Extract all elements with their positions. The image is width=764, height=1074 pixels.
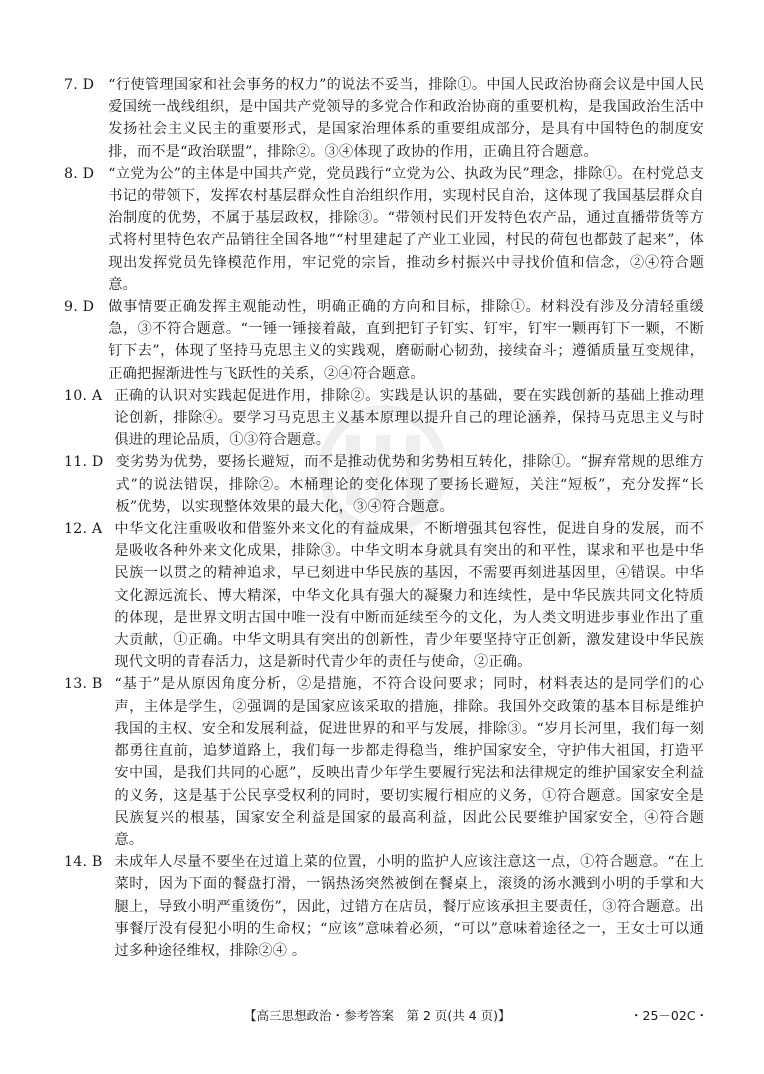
answer-number: 11. D xyxy=(64,454,104,471)
answer-explanation: 做事情要正确发挥主观能动性，明确正确的方向和目标，排除①。材料没有涉及分清轻重缓急，③不符合题意。“一锤一锤接着敲，直到把钉子钉实、钉牢，钉牢一颗再钉下一颗，不断钉下去”，体现了坚持马克思主义的实践观，磨砺耐心韧劲，接续奋斗；遵循质量互变规律，正确把握渐进性与飞跃性的关系，②④符合题意。 xyxy=(108,299,704,382)
answer-number: 12. A xyxy=(64,521,103,538)
answer-8 xyxy=(64,163,704,296)
answer-number: 10. A xyxy=(64,387,103,404)
answer-explanation: 未成年人尽量不要坐在过道上菜的位置，小明的监护人应该注意这一点，①符合题意。“在上菜时，因为下面的餐盘打滑，一锅热汤突然被倒在餐桌上，滚烫的汤水溅到小明的手掌和大腿上，导致小明严重烫伤”，因此，过错方在店员，餐厅应该承担主要责任，③符合题意。出事餐厅没有侵犯小明的生命权；“应该”意味着必须，“可以”意味着途径之一，王女士可以通过多种途径维权，排除②④ 。 xyxy=(114,854,704,959)
answer-9 xyxy=(64,296,704,385)
footer-code: ・25－02C・ xyxy=(630,1008,709,1023)
answer-14 xyxy=(64,851,704,962)
answer-explanation: “立党为公”的主体是中国共产党，党员践行“立党为公、执政为民”理念，排除①。在村党总支书记的带领下，发挥农村基层群众性自治组织作用，实现村民自治，这体现了我国基层群众自治制度的优势，不属于基层政权，排除③。“带领村民们开发特色农产品，通过直播带货等方式将村里特色农产品销往全国各地”“村里建起了产业工业园，村民的荷包也都鼓了起来”，体现出发挥党员先锋模范作用，牢记党的宗旨，推动乡村振兴中寻找价值和信念，②④符合题意。 xyxy=(108,165,704,293)
answer-number: 13. B xyxy=(64,676,103,693)
answer-explanation: “行使管理国家和社会事务的权力”的说法不妥当，排除①。中国人民政治协商会议是中国人民爱国统一战线组织，是中国共产党领导的多党合作和政治协商的重要机构，是我国政治生活中发扬社会主义民主的重要形式，是国家治理体系的重要组成部分，是具有中国特色的制度安排，而不是“政治联盟”，排除②。③④体现了政协的作用，正确且符合题意。 xyxy=(108,77,704,160)
answer-explanation: 变劣势为优势，要扬长避短，而不是推动优势和劣势相互转化，排除①。“摒弃常规的思维方式”的说法错误，排除②。木桶理论的变化体现了要扬长避短，关注“短板”，充分发挥“长板”优势，以实现整体效果的最大化，③④符合题意。 xyxy=(115,454,704,515)
footer-page-info: 【高三思想政治・参考答案 第 2 页(共 4 页)】 xyxy=(244,1008,511,1023)
answer-number: 14. B xyxy=(64,854,103,871)
answer-7 xyxy=(64,74,704,163)
answer-list xyxy=(64,74,704,962)
answer-explanation: 正确的认识对实践起促进作用，排除②。实践是认识的基础，要在实践创新的基础上推动理论创新，排除④。要学习马克思主义基本原理以提升自己的理论涵养，保持马克思主义与时俱进的理论品质，①③符合题意。 xyxy=(114,387,704,449)
answer-explanation: 中华文化注重吸收和借鉴外来文化的有益成果，不断增强其包容性，促进自身的发展，而不是吸收各种外来文化成果，排除③。中华文明本身就具有突出的和平性，谋求和平也是中华民族一以贯之的精神追求，早已刻进中华民族的基因，不需要再刻进基因里，④错误。中华文化源远流长、博大精深，中华文化具有强大的凝聚力和连续性，是中华民族共同文化特质的体现，是世界文明古国中唯一没有中断而延续至今的文化，为人类文明进步事业作出了重大贡献，①正确。中华文明具有突出的创新性，青少年要坚持守正创新，激发建设中华民族现代文明的青春活力，这是新时代青少年的责任与使命，②正确。 xyxy=(114,521,704,671)
answer-13 xyxy=(64,673,704,851)
answer-11 xyxy=(64,451,704,518)
answer-10 xyxy=(64,385,704,452)
answer-explanation: “基于”是从原因角度分析，②是措施，不符合设问要求；同时，材料表达的是同学们的心声，主体是学生，②强调的是国家应该采取的措施，排除。我国外交政策的基本目标是维护我国的主权、安全和发展利益，促进世界的和平与发展，排除③。“岁月长河里，我们每一刻都勇往直前，追梦道路上，我们每一步都走得稳当，维护国家安全，守护伟大祖国，打造平安中国，是我们共同的心愿”，反映出青少年学生要履行宪法和法律规定的维护国家安全利益的义务，这是基于公民享受权利的同时，要切实履行相应的义务，①符合题意。国家安全是民族复兴的根基，国家安全利益是国家的最高利益，因此公民要维护国家安全，④符合题意。 xyxy=(114,676,704,848)
answer-number: 8. D xyxy=(64,165,95,182)
answer-12 xyxy=(64,518,704,673)
page-footer xyxy=(0,1006,764,1026)
answer-number: 9. D xyxy=(64,299,95,316)
answer-number: 7. D xyxy=(64,77,95,93)
